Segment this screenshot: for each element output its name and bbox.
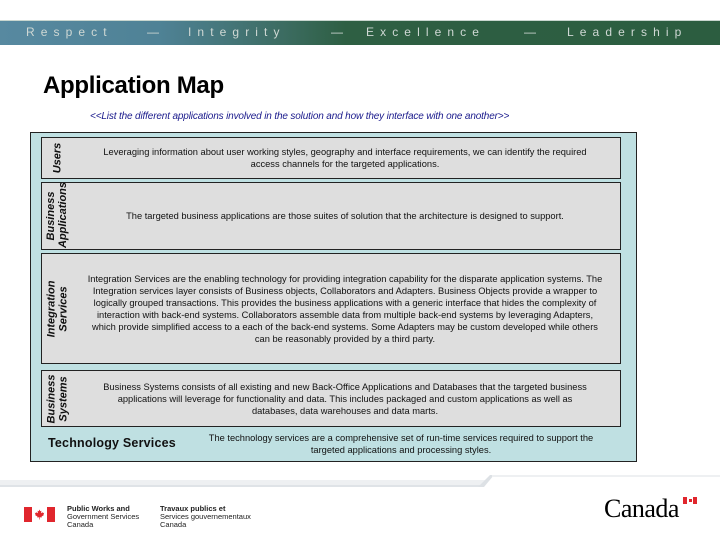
technology-services-label: Technology Services bbox=[48, 436, 176, 450]
banner-dash: — bbox=[524, 25, 543, 39]
page-subtitle: <<List the different applications involved in the solution and how they interface with one another>> bbox=[90, 111, 510, 122]
page-title: Application Map bbox=[43, 72, 224, 99]
layer-label-container bbox=[42, 254, 72, 363]
layer-description-users: Leveraging information about user working styles, geography and interface requirements, we can identify the required access channels for the targeted applications. bbox=[103, 147, 587, 169]
canada-wordmark: Canada bbox=[604, 494, 679, 523]
layer-label-integration-services: Integration Services bbox=[45, 280, 69, 337]
layer-integration-services bbox=[41, 253, 621, 364]
layer-description-business-systems: Business Systems consists of all existing and new Back-Office Applications and Databases that the targeted business applications will leverage for functionality and data. This includes packaged and custom applications as well as databases, data warehouses and data marts. bbox=[103, 381, 587, 416]
layer-label-container bbox=[42, 183, 72, 249]
layer-description-integration-services: Integration Services are the enabling technology for providing integration capability for the disparate application systems. The Integration services layer consists of Business objects, Collaborators and Adapters. Business Objects provide a wrapper to logically grouped transactions. This provides the business applications with a generic interface that hides the complexity of interaction with back-end systems. Collaborators assemble data from multiple back-end systems by leveraging Adapters, which provide simplified access to a each of the back-end systems. Some Adapters may be custom developed while others can be reasonably provided by a third party. bbox=[87, 273, 603, 344]
technology-services-description: The technology services are a comprehensive set of run-time services required to support the targeted applications and processing styles. bbox=[208, 433, 594, 455]
banner-dash: — bbox=[331, 25, 350, 39]
banner-word-excellence: Excellence bbox=[366, 25, 486, 39]
values-banner bbox=[0, 20, 720, 45]
banner-dash: — bbox=[147, 25, 166, 39]
layer-users bbox=[41, 137, 621, 179]
layer-label-container bbox=[42, 138, 72, 178]
layer-label-business-applications: Business Applications bbox=[45, 181, 69, 248]
application-map bbox=[30, 132, 637, 462]
layer-label-container bbox=[42, 371, 72, 426]
layer-business-systems bbox=[41, 370, 621, 427]
layer-label-users: Users bbox=[51, 142, 64, 174]
footer-divider bbox=[0, 474, 720, 488]
layer-label-business-systems: Business Systems bbox=[45, 374, 70, 423]
department-name-fr: Travaux publics et Services gouvernementaux Canada bbox=[160, 504, 251, 529]
department-name-en: Public Works and Government Services Canada bbox=[67, 504, 140, 529]
banner-word-integrity: Integrity bbox=[188, 25, 286, 39]
banner-word-respect: Respect bbox=[26, 25, 113, 39]
banner-word-leadership: Leadership bbox=[567, 25, 688, 39]
wordmark-flag-icon bbox=[683, 497, 697, 504]
canada-flag-icon bbox=[24, 507, 55, 522]
layer-business-applications bbox=[41, 182, 621, 250]
layer-description-business-applications: The targeted business applications are those suites of solution that the architecture is designed to support. bbox=[126, 211, 564, 221]
